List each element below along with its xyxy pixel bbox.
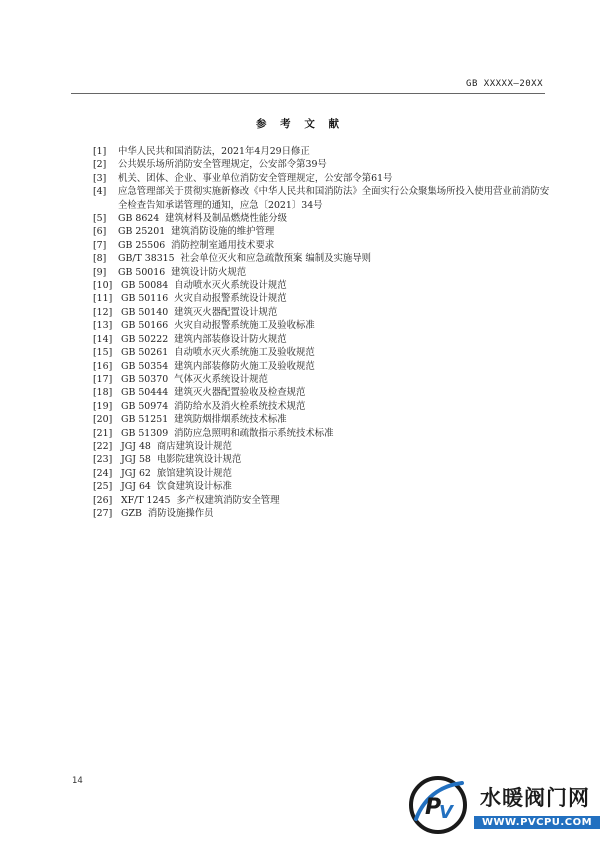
reference-text: GB 50370 气体灭火系统设计规范 xyxy=(118,373,268,385)
reference-item xyxy=(93,266,555,279)
reference-text: JGJ 58 电影院建筑设计规范 xyxy=(118,454,242,466)
reference-item xyxy=(93,172,555,185)
pv-logo-icon xyxy=(406,773,470,837)
reference-text: GB 50016 建筑设计防火规范 xyxy=(118,266,247,278)
reference-text: GB 51251 建筑防烟排烟系统技术标准 xyxy=(118,414,287,426)
reference-number: [21] xyxy=(93,427,113,439)
reference-text: GB 51309 消防应急照明和疏散指示系统技术标准 xyxy=(118,427,334,439)
reference-item xyxy=(93,480,555,493)
reference-number: [5] xyxy=(93,213,107,225)
site-watermark xyxy=(406,767,594,843)
reference-item xyxy=(93,427,555,440)
reference-text: GZB 消防设施操作员 xyxy=(118,507,214,519)
reference-item xyxy=(93,212,555,225)
reference-text: GB 50444 建筑灭火器配置验收及检查规范 xyxy=(118,387,306,399)
reference-item xyxy=(93,467,555,480)
standard-code: GB XXXXX—20XX xyxy=(466,79,543,89)
header-divider xyxy=(71,93,545,94)
reference-list xyxy=(93,145,555,520)
reference-text: GB 50222 建筑内部装修设计防火规范 xyxy=(118,333,287,345)
reference-number: [11] xyxy=(93,293,113,305)
reference-number: [23] xyxy=(93,454,113,466)
svg-text:P: P xyxy=(425,795,442,820)
page-number: 14 xyxy=(72,776,83,786)
reference-item xyxy=(93,346,555,359)
reference-item xyxy=(93,494,555,507)
watermark-url: WWW.PVCPU.COM xyxy=(474,816,600,829)
reference-number: [12] xyxy=(93,306,113,318)
reference-text: GB 50084 自动喷水灭火系统设计规范 xyxy=(118,280,287,292)
reference-item xyxy=(93,400,555,413)
reference-item xyxy=(93,360,555,373)
reference-item xyxy=(93,333,555,346)
reference-number: [24] xyxy=(93,467,113,479)
reference-text: 中华人民共和国消防法，2021年4月29日修正 xyxy=(118,146,310,157)
reference-number: [25] xyxy=(93,481,113,493)
reference-text: JGJ 64 饮食建筑设计标准 xyxy=(118,481,232,493)
reference-item xyxy=(93,252,555,265)
reference-item xyxy=(93,386,555,399)
reference-text: GB 50354 建筑内部装修防火施工及验收规范 xyxy=(118,360,315,372)
reference-number: [9] xyxy=(93,266,107,278)
reference-number: [13] xyxy=(93,320,113,332)
reference-item xyxy=(93,453,555,466)
reference-item xyxy=(93,158,555,171)
reference-item xyxy=(93,279,555,292)
reference-number: [1] xyxy=(93,146,107,157)
reference-number: [22] xyxy=(93,440,113,452)
reference-text: GB/T 38315 社会单位灭火和应急疏散预案 编制及实施导则 xyxy=(118,253,372,265)
reference-item xyxy=(93,373,555,386)
reference-text: 应急管理部关于贯彻实施新修改《中华人民共和国消防法》全面实行公众聚集场所投入使用营业前消防安全检查告知承诺管理的通知，应急〔2021〕34号 xyxy=(118,186,550,211)
reference-item xyxy=(93,319,555,332)
reference-text: 公共娱乐场所消防安全管理规定，公安部令第39号 xyxy=(118,159,327,171)
svg-text:V: V xyxy=(439,802,453,823)
reference-text: JGJ 48 商店建筑设计规范 xyxy=(118,440,232,452)
watermark-brand: 水暖阀门网 xyxy=(474,781,596,813)
reference-item xyxy=(93,185,555,212)
reference-number: [16] xyxy=(93,360,113,372)
reference-text: GB 50166 火灾自动报警系统施工及验收标准 xyxy=(118,320,315,332)
reference-item xyxy=(93,440,555,453)
reference-item xyxy=(93,225,555,238)
reference-number: [4] xyxy=(93,186,107,198)
reference-item xyxy=(93,239,555,252)
reference-item xyxy=(93,413,555,426)
reference-number: [7] xyxy=(93,239,107,251)
reference-number: [2] xyxy=(93,159,107,171)
reference-text: XF/T 1245 多产权建筑消防安全管理 xyxy=(118,494,280,506)
reference-number: [6] xyxy=(93,226,107,238)
reference-number: [8] xyxy=(93,253,107,265)
reference-item xyxy=(93,292,555,305)
reference-number: [18] xyxy=(93,387,113,399)
reference-number: [17] xyxy=(93,373,113,385)
page-title: 参 考 文 献 xyxy=(256,118,344,130)
reference-text: GB 50140 建筑灭火器配置设计规范 xyxy=(118,306,278,318)
reference-number: [3] xyxy=(93,172,107,184)
reference-text: JGJ 62 旅馆建筑设计规范 xyxy=(118,467,232,479)
reference-item xyxy=(93,507,555,520)
reference-item xyxy=(93,306,555,319)
reference-number: [20] xyxy=(93,414,113,426)
reference-number: [10] xyxy=(93,280,113,292)
reference-number: [27] xyxy=(93,507,113,519)
reference-text: GB 50116 火灾自动报警系统设计规范 xyxy=(118,293,287,305)
reference-number: [15] xyxy=(93,347,113,359)
reference-item xyxy=(93,145,555,158)
reference-text: GB 50974 消防给水及消火栓系统技术规范 xyxy=(118,400,306,412)
reference-number: [26] xyxy=(93,494,113,506)
reference-text: GB 25201 建筑消防设施的维护管理 xyxy=(118,226,275,238)
reference-text: GB 25506 消防控制室通用技术要求 xyxy=(118,239,275,251)
reference-text: GB 50261 自动喷水灭火系统施工及验收规范 xyxy=(118,347,315,359)
reference-text: GB 8624 建筑材料及制品燃烧性能分级 xyxy=(118,213,288,225)
reference-number: [14] xyxy=(93,333,113,345)
reference-number: [19] xyxy=(93,400,113,412)
reference-text: 机关、团体、企业、事业单位消防安全管理规定，公安部令第61号 xyxy=(118,172,393,184)
